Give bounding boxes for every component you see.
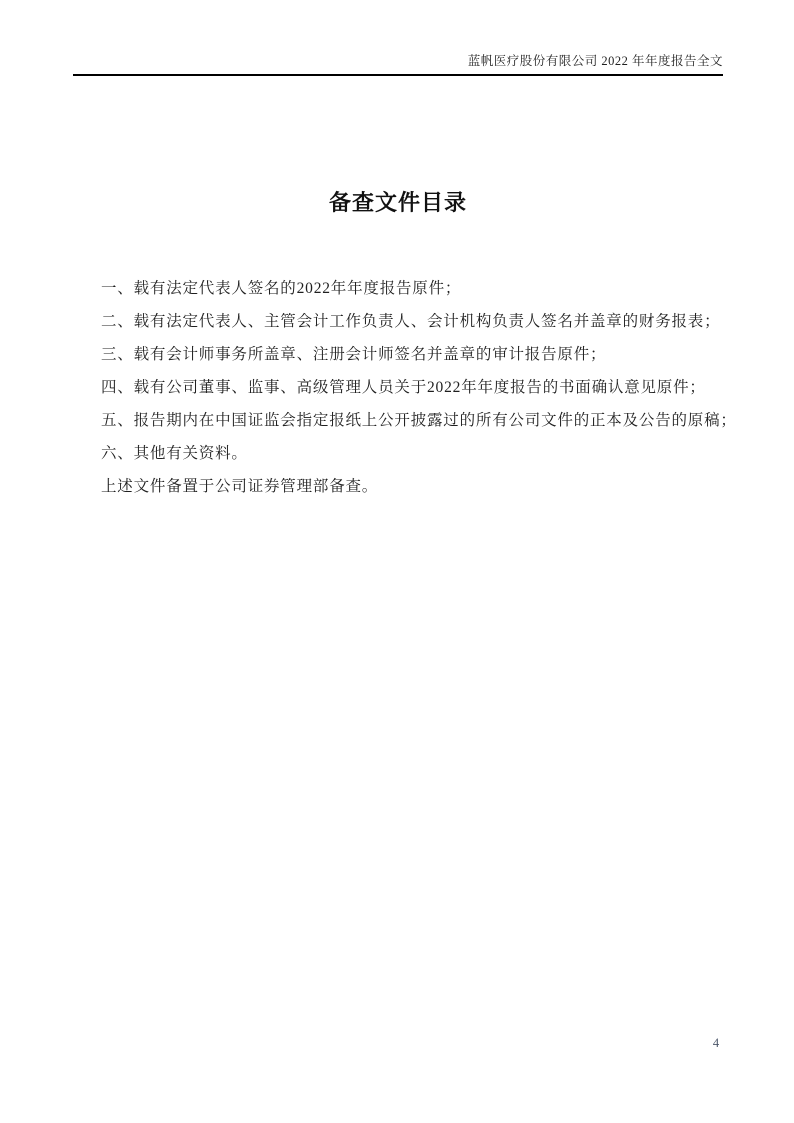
- page-header: [73, 0, 723, 76]
- document-list: [73, 272, 737, 503]
- list-item: 五、报告期内在中国证监会指定报纸上公开披露过的所有公司文件的正本及公告的原稿；: [101, 412, 737, 429]
- list-item: 三、载有会计师事务所盖章、注册会计师签名并盖章的审计报告原件；: [101, 346, 607, 363]
- page-content: [0, 0, 794, 503]
- header-report-title: 蓝帆医疗股份有限公司 2022 年年度报告全文: [467, 54, 723, 68]
- closing-line: 上述文件备置于公司证券管理部备查。: [101, 478, 379, 495]
- page-number: 4: [712, 1036, 720, 1050]
- list-item: 六、其他有关资料。: [101, 445, 248, 462]
- list-item: 一、载有法定代表人签名的2022年年度报告原件；: [101, 280, 462, 297]
- section-title: 备查文件目录: [328, 190, 467, 215]
- list-item: 四、载有公司董事、监事、高级管理人员关于2022年年度报告的书面确认意见原件；: [101, 379, 706, 396]
- list-item: 二、载有法定代表人、主管会计工作负责人、会计机构负责人签名并盖章的财务报表；: [101, 313, 721, 330]
